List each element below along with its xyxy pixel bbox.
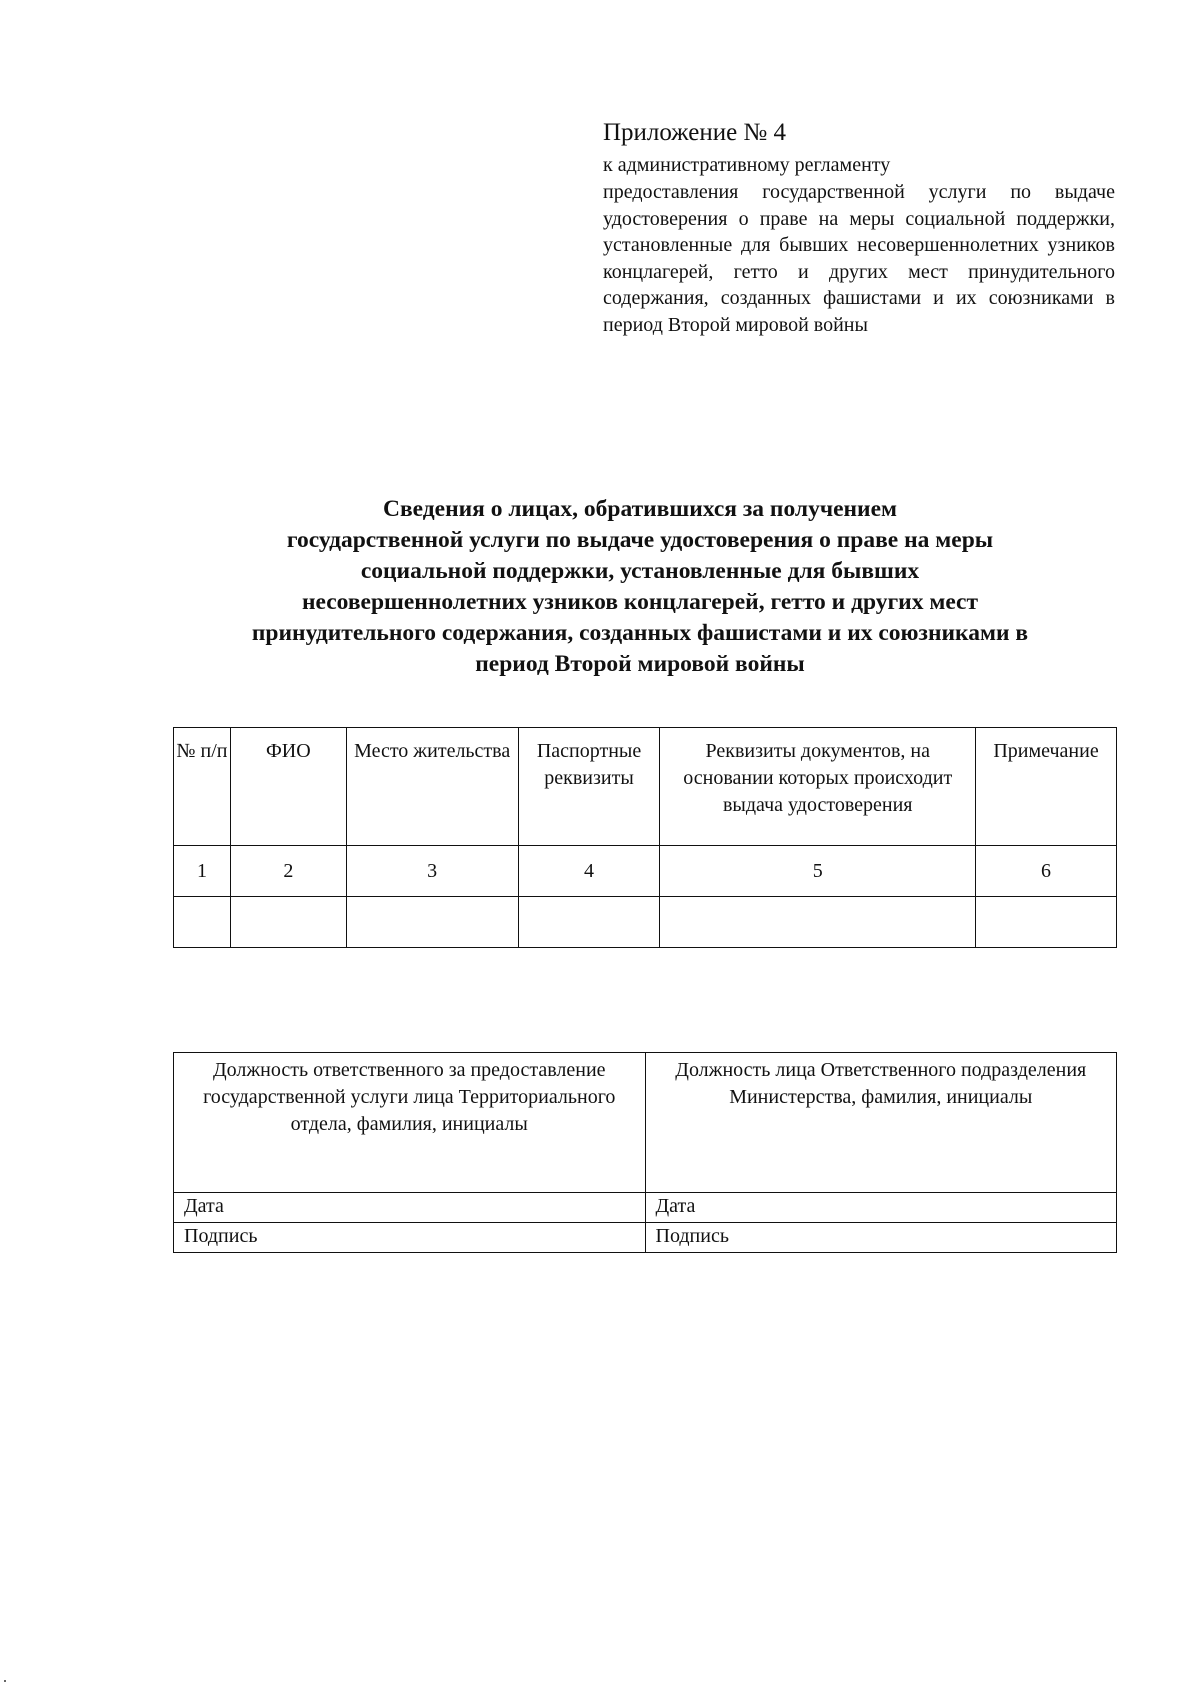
document-heading [160, 494, 1120, 680]
empty-cell [518, 897, 660, 948]
date-label: Дата [645, 1193, 1116, 1223]
header-cell-documents: Реквизиты документов, на основании которых происходит выдача удостоверения [660, 728, 976, 846]
heading-line: принудительного содержания, созданных фашистами и их союзниками в [251, 620, 1029, 646]
table-header-row [174, 728, 1117, 846]
applicants-table [173, 727, 1117, 948]
ministry-officer-title: Должность лица Ответственного подразделения Министерства, фамилия, инициалы [645, 1053, 1116, 1193]
heading-line: период Второй мировой войны [475, 651, 805, 677]
table-row [174, 897, 1117, 948]
signature-label: Подпись [174, 1223, 646, 1253]
number-cell: 5 [660, 846, 976, 897]
empty-cell [660, 897, 976, 948]
heading-line: государственной услуги по выдаче удостоверения о праве на меры [286, 527, 994, 553]
signature-label: Подпись [645, 1223, 1116, 1253]
header-cell-passport: Паспортные реквизиты [518, 728, 660, 846]
number-cell: 6 [976, 846, 1117, 897]
number-cell: 1 [174, 846, 231, 897]
heading-line: Сведения о лицах, обратившихся за получением [382, 496, 898, 522]
date-row [174, 1193, 1117, 1223]
appendix-title: Приложение № 4 [603, 119, 787, 146]
heading-line: социальной поддержки, установленные для бывших [360, 558, 920, 584]
signature-row [174, 1223, 1117, 1253]
signature-table [173, 1052, 1117, 1253]
signature-title-row [174, 1053, 1117, 1193]
appendix-subtitle: к административному регламенту [603, 154, 891, 176]
number-cell: 4 [518, 846, 660, 897]
territorial-officer-title: Должность ответственного за предоставление государственной услуги лица Территориального отдела, фамилия, инициалы [174, 1053, 646, 1193]
appendix-block [603, 118, 1115, 338]
empty-cell [230, 897, 346, 948]
appendix-body: предоставления государственной услуги по выдаче удостоверения о праве на меры социальной поддержки, установленные для бывших несовершеннолетних узников концлагерей, гетто и других мест принудительного содержания, созданных фашистами и их союзниками в период Второй мировой войны [603, 181, 1115, 336]
number-cell: 3 [346, 846, 518, 897]
header-cell-residence: Место жительства [346, 728, 518, 846]
date-label: Дата [174, 1193, 646, 1223]
header-cell-number: № п/п [174, 728, 231, 846]
heading-line: несовершеннолетних узников концлагерей, гетто и других мест [301, 589, 979, 615]
empty-cell [346, 897, 518, 948]
table-number-row [174, 846, 1117, 897]
header-cell-note: Примечание [976, 728, 1117, 846]
header-cell-name: ФИО [230, 728, 346, 846]
empty-cell [174, 897, 231, 948]
scan-speck [4, 1680, 6, 1682]
empty-cell [976, 897, 1117, 948]
number-cell: 2 [230, 846, 346, 897]
